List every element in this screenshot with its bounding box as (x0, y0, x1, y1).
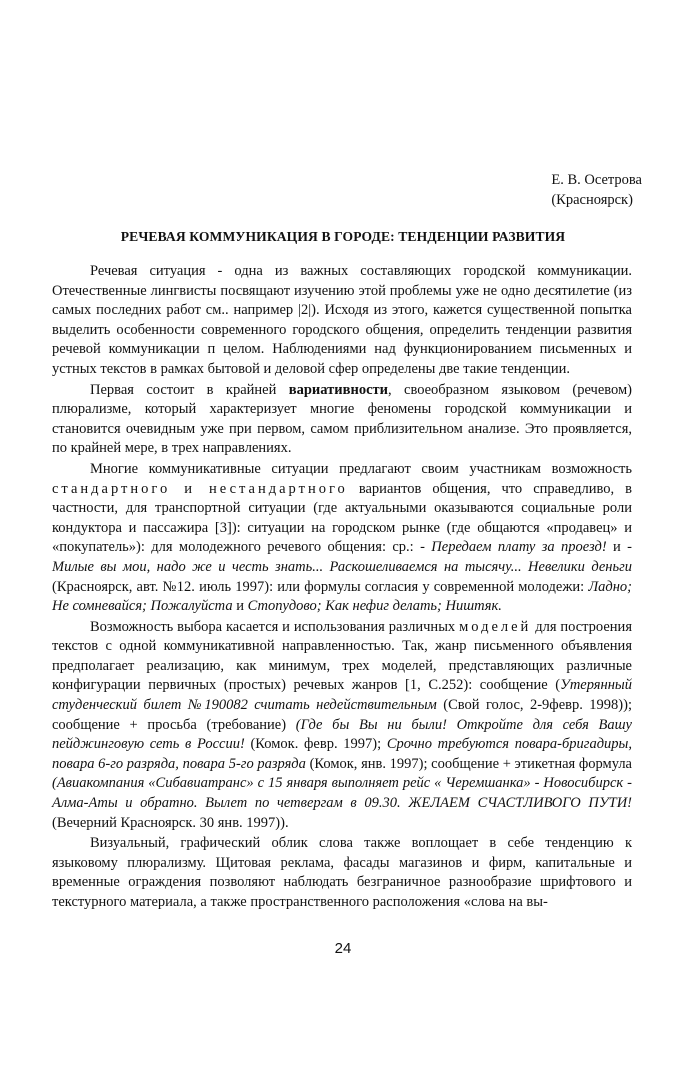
bold-term: вариативности (288, 381, 388, 398)
paragraph (52, 834, 632, 912)
article-title: РЕЧЕВАЯ КОММУНИКАЦИЯ В ГОРОДЕ: ТЕНДЕНЦИИ РАЗВИТИЯ (120, 229, 566, 244)
text-run: вариантов общения, что справедливо, в частности, для транспортной ситуации (где актуальными оказываются социальные роли кондуктора и пассажира [3]): ситуации на городском рынке (где общаются «продавец» и «покупатель»): для молодежного речевого общения: ср.: - (52, 480, 632, 556)
text-run: , своеобразном языковом (речевом) плюрализме, который характеризует многие феномены городской коммуникации и становится очевидным уже при первом, самом приблизительном анализе. Это проявляется, по крайней мере, в трех направлениях. (52, 381, 632, 457)
text-run: Первая состоит в крайней (90, 381, 289, 398)
italic-example: Стопудово; Как нефиг делать; Ништяк. (247, 598, 502, 615)
page-number: 24 (334, 940, 352, 957)
text-run: (Комок. февр. 1997); (244, 736, 387, 753)
italic-example: (Где бы Вы ни были! Откройте для себя Вашу пейджинговую сеть в России! (52, 716, 632, 753)
text-run: (Красноярск, авт. №12. июль 1997): или формулы согласия у современной молодежи: (52, 578, 589, 595)
text-run: Многие коммуникативные ситуации предлагают своим участникам возможность (90, 460, 632, 477)
italic-example: Ладно; Не сомневайся; Пожалуйста (52, 578, 632, 615)
italic-example: Утерянный студенческий билет №190082 считать недействительным (52, 677, 632, 714)
spaced-term: стандартного и нестандартного (52, 480, 348, 497)
italic-example: (Авиакомпания «Сибавиатранс» с 15 января выполняет рейс « Черемшанка» - Новосибирск - Алма-Аты и обратно. Вылет по четвергам в 09.30. ЖЕЛАЕМ СЧАСТЛИВОГО ПУТИ! (52, 775, 632, 812)
paragraph (52, 381, 632, 459)
italic-example: Передаем плату за проезд! (431, 539, 607, 556)
author-name: Е. В. Осетрова (551, 172, 642, 188)
paragraph (52, 262, 632, 380)
text-run: Возможность выбора касается и использования различных (90, 618, 460, 635)
text-run: (Комок, янв. 1997); сообщение + этикетная формула (305, 755, 632, 772)
paragraph (52, 460, 632, 617)
italic-example: Милые вы мои, надо же и честь знать... Раскошеливаемся на тысячу... Невелики деньги (52, 558, 632, 575)
text-run: для построения текстов с одной коммуникативной направленностью. Так, жанр письменного объявления предполагает реализацию, как минимум, трех моделей, представляющих различные конфигурации первичных (простых) речевых жанров [1, С.252): сообщение ( (52, 618, 632, 694)
article-body (52, 262, 632, 913)
text-run: (Свой голос, 2-9февр. 1998)); сообщение + просьба (требование) (52, 697, 632, 733)
text-run: Речевая ситуация - одна из важных составляющих городской коммуникации. Отечественные лингвисты посвящают изучению этой проблемы уже не одно десятилетие (из самых последних работ см.. например |2|). Исходя из этого, кажется существенной попытка выделить особенности современного городского общения, определить тенденции развития речевой коммуникации п целом. Наблюдениями над функционированием письменных и устных текстов в рамках бытовой и деловой сфер определены две такие тенденции. (52, 263, 632, 377)
paragraph (52, 618, 632, 834)
text-run: и - (606, 539, 632, 556)
author-affiliation: (Красноярск) (551, 192, 633, 208)
text-run: Визуальный, графический облик слова также воплощает в себе тенденцию к языковому плюрализму. Щитовая реклама, фасады магазинов и фирм, капитальные и временные ограждения позволяют наблюдать безграничное разнообразие шрифтового и текстурного материала, а также пространственного расположения «слова на вы- (52, 835, 632, 910)
spaced-term: моделей (459, 618, 532, 635)
text-run: (Вечерний Красноярск. 30 янв. 1997)). (52, 814, 289, 831)
author-block (551, 170, 642, 210)
italic-example: Срочно требуются повара-бригадиры, повара 6-го разряда, повара 5-го разряда (52, 736, 632, 772)
text-run: и (232, 598, 248, 615)
